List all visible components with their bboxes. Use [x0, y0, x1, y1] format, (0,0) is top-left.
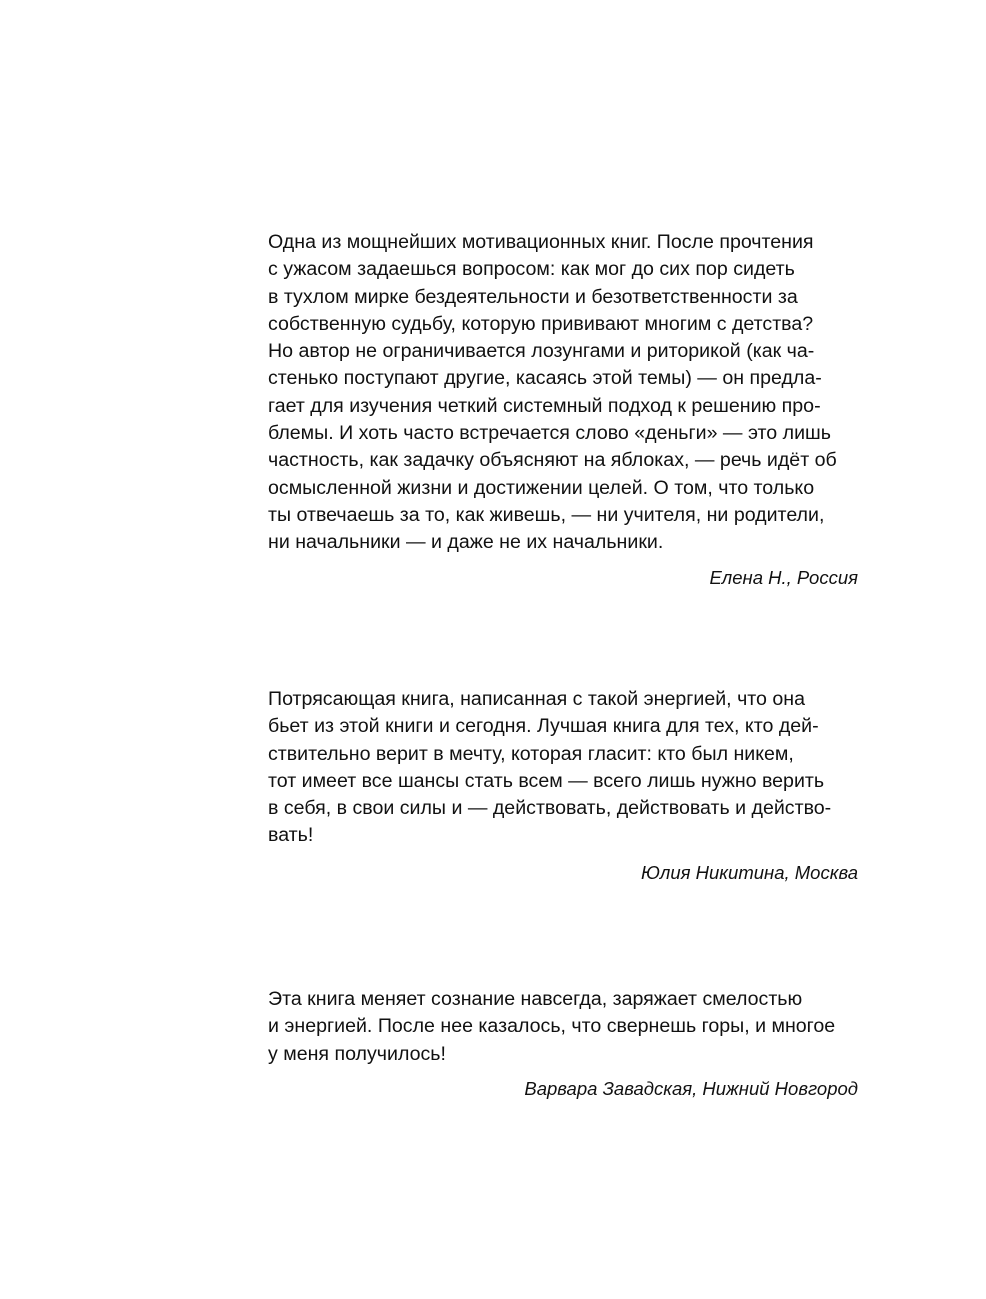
- review-line: Эта книга меняет сознание навсегда, заряжает смелостью: [268, 988, 803, 1010]
- review-block: [268, 229, 858, 590]
- review-line: вать!: [268, 824, 314, 847]
- review-line: и энергией. После нее казалось, что свернешь горы, и многое: [268, 1015, 836, 1038]
- review-line: стенько поступают другие, касаясь этой темы) — он предла-: [268, 367, 822, 390]
- review-line: бьет из этой книги и сегодня. Лучшая книга для тех, кто дей-: [268, 715, 819, 738]
- review-line: гает для изучения четкий системный подход к решению про-: [268, 394, 821, 417]
- review-text: [268, 986, 858, 1068]
- review-line: осмысленной жизни и достижении целей. О том, что только: [268, 476, 815, 499]
- review-author: Елена Н., Россия: [709, 566, 858, 588]
- review-line: с ужасом задаешься вопросом: как мог до сих пор сидеть: [268, 258, 795, 281]
- review-line: тот имеет все шансы стать всем — всего лишь нужно верить: [268, 769, 825, 792]
- review-line: Но автор не ограничивается лозунгами и риторикой (как ча-: [268, 340, 815, 363]
- review-line: Одна из мощнейших мотивационных книг. После прочтения: [268, 231, 814, 253]
- review-line: собственную судьбу, которую прививают многим с детства?: [268, 312, 814, 335]
- review-text: [268, 686, 858, 850]
- review-line: Потрясающая книга, написанная с такой энергией, что она: [268, 688, 805, 710]
- review-author: Варвара Завадская, Нижний Новгород: [524, 1077, 858, 1099]
- review-line: ни начальники — и даже не их начальники.: [268, 531, 664, 554]
- review-block: [268, 686, 858, 885]
- review-line: блемы. И хоть часто встречается слово «деньги» — это лишь: [268, 422, 831, 445]
- review-line: в себя, в свои силы и — действовать, действовать и действо-: [268, 797, 832, 820]
- review-line: у меня получилось!: [268, 1042, 446, 1065]
- review-line: ты отвечаешь за то, как живешь, — ни учителя, ни родители,: [268, 503, 825, 526]
- review-line: частность, как задачку объясняют на яблоках, — речь идёт об: [268, 449, 837, 472]
- review-block: [268, 986, 858, 1101]
- review-line: в тухлом мирке бездеятельности и безответственности за: [268, 285, 798, 308]
- review-author: Юлия Никитина, Москва: [640, 861, 858, 883]
- review-text: [268, 229, 858, 557]
- review-line: ствительно верит в мечту, которая гласит: кто был никем,: [268, 742, 794, 765]
